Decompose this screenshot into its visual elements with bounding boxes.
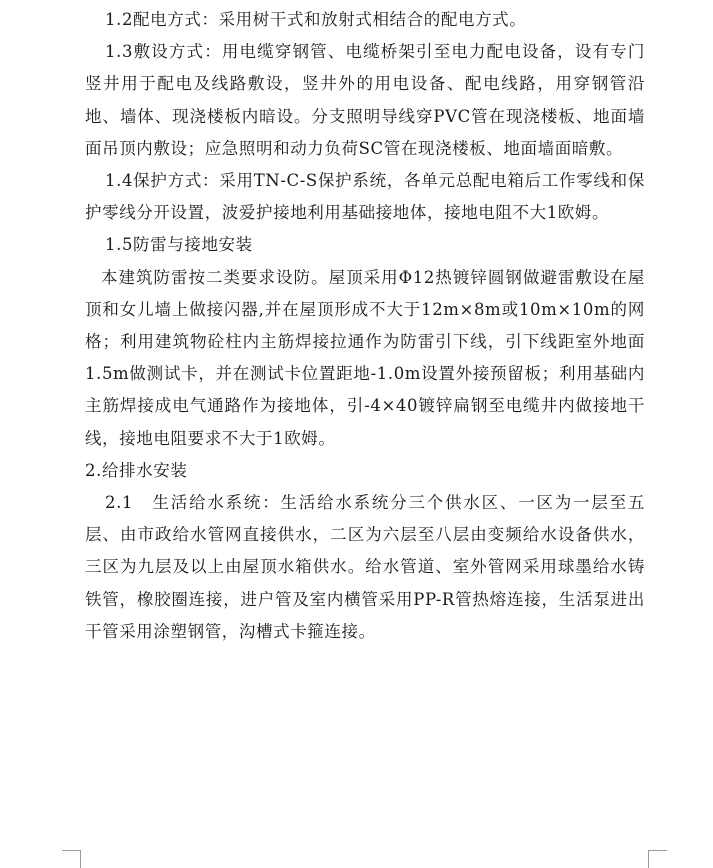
page-corner-mark-left <box>62 850 81 868</box>
paragraph-1-3-laying-method: 1.3敷设方式：用电缆穿钢管、电缆桥架引至电力配电设备，设有专门竖井用于配电及线路敷设，竖井外的用电设备、配电线路，用穿钢管沿地、墙体、现浇楼板内暗设。分支照明导线穿PVC管在现浇楼板、地面墙面吊顶内敷设；应急照明和动力负荷SC管在现浇楼板、地面墙面暗敷。 <box>85 42 645 158</box>
heading-2-water-supply-drainage: 2.给排水安装 <box>85 460 188 480</box>
heading-1-5-lightning-protection: 1.5防雷与接地安装 <box>105 235 253 255</box>
paragraph-1-2-distribution-mode: 1.2配电方式：采用树干式和放射式相结合的配电方式。 <box>105 10 527 29</box>
paragraph-lightning-protection-details: 本建筑防雷按二类要求设防。屋顶采用Φ12热镀锌圆钢做避雷敷设在屋顶和女儿墙上做接闪器,并在屋顶形成不大于12m×8m或10m×10m的网格；利用建筑物砼柱内主筋焊接拉通作为防雷引下线，引下线距室外地面1.5m做测试卡，并在测试卡位置距地-1.0m设置外接预留板；利用基础内主筋焊接成电气通路作为接地体，引-4×40镀锌扁钢至电缆井内做接地干线，接地电阻要求不大于1欧姆。 <box>85 267 645 448</box>
document-body <box>85 4 645 648</box>
page-corner-mark-right <box>648 850 667 868</box>
paragraph-2-1-domestic-water-supply: 2.1 生活给水系统：生活给水系统分三个供水区、一区为一层至五层、由市政给水管网直接供水，二区为六层至八层由变频给水设备供水，三区为九层及以上由屋顶水箱供水。给水管道、室外管网采用球墨给水铸铁管，橡胶圈连接，进户管及室内横管采用PP-R管热熔连接，生活泵进出干管采用涂塑钢管，沟槽式卡箍连接。 <box>85 493 645 641</box>
paragraph-1-4-protection-mode: 1.4保护方式：采用TN-C-S保护系统，各单元总配电箱后工作零线和保护零线分开设置，波爱护接地利用基础接地体，接地电阻不大1欧姆。 <box>85 171 645 223</box>
